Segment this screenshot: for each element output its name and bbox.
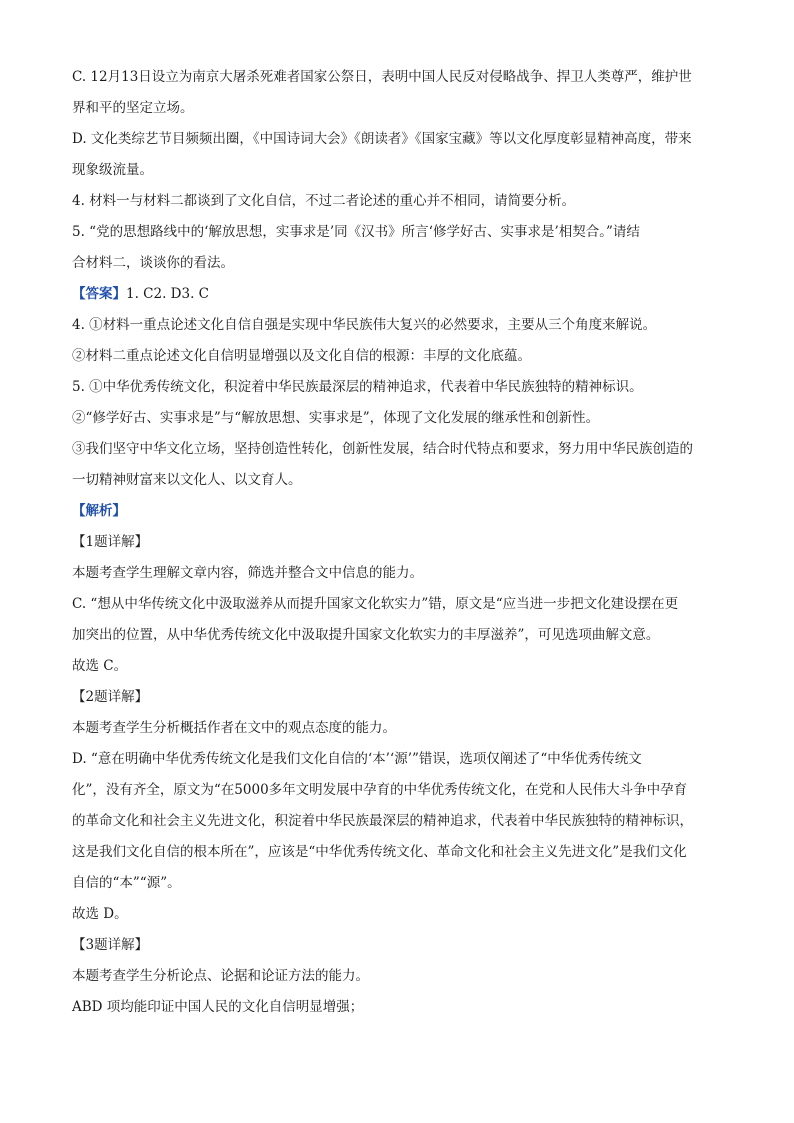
text-line: 故选 D。 <box>72 906 128 922</box>
text-line: 这是我们文化自信的根本所在”，应该是“中华优秀传统文化、革命文化和社会主义先进文化”是我们文化 <box>72 844 687 860</box>
text-line: 的革命文化和社会主义先进文化，积淀着中华民族最深层的精神追求，代表着中华民族独特的精神标识， <box>72 813 693 829</box>
text-line: 5. ①中华优秀传统文化，积淀着中华民族最深层的精神追求，代表着中华民族独特的精神标识。 <box>72 379 643 395</box>
analysis-heading <box>72 496 732 527</box>
text-line: 本题考查学生分析概括作者在文中的观点态度的能力。 <box>72 720 396 736</box>
answer-text: 1. C2. D3. C <box>126 286 209 302</box>
analysis-tag: 【解析】 <box>72 503 126 519</box>
text-line: 加突出的位置，从中华优秀传统文化中汲取提升国家文化软实力的丰厚滋养”，可见选项曲解文意。 <box>72 627 660 643</box>
text-line: ③我们坚守中华文化立场，坚持创造性转化，创新性发展，结合时代特点和要求，努力用中华民族创造的 <box>72 441 693 457</box>
text-line: ABD 项均能印证中国人民的文化自信明显增强； <box>72 999 364 1015</box>
answer-tag: 【答案】 <box>72 286 126 302</box>
text-line: 本题考查学生理解文章内容，筛选并整合文中信息的能力。 <box>72 565 423 581</box>
text-line: ②“修学好古、实事求是”与“解放思想、实事求是”，体现了文化发展的继承性和创新性。 <box>72 410 600 426</box>
text-line: 5. “党的思想路线中的‘解放思想，实事求是’同《汉书》所言‘修学好古、实事求是’相契合。”请结 <box>72 224 640 240</box>
text-line: C. 12月13日设立为南京大屠杀死难者国家公祭日，表明中国人民反对侵略战争、捍卫人类尊严，维护世 <box>72 69 692 85</box>
text-line: 【2题详解】 <box>72 689 149 705</box>
text-line: 4. ①材料一重点论述文化自信自强是实现中华民族伟大复兴的必然要求，主要从三个角度来解说。 <box>72 317 657 333</box>
text-line: 界和平的坚定立场。 <box>72 100 194 116</box>
text-line: D. “意在明确中华优秀传统文化是我们文化自信的‘本’‘源’”错误，选项仅阐述了“中华优秀传统文 <box>72 751 642 767</box>
text-line: 4. 材料一与材料二都谈到了文化自信，不过二者论述的重心并不相同，请简要分析。 <box>72 193 576 209</box>
text-line: D. 文化类综艺节目频频出圈，《中国诗词大会》《朗读者》《国家宝藏》等以文化厚度彰显精神高度，带来 <box>72 131 692 147</box>
text-line: 合材料二，谈谈你的看法。 <box>72 255 234 271</box>
text-line: 一切精神财富来以文化人、以文育人。 <box>72 472 302 488</box>
text-line: 本题考查学生分析论点、论据和论证方法的能力。 <box>72 968 369 984</box>
text-line: ②材料二重点论述文化自信明显增强以及文化自信的根源：丰厚的文化底蕴。 <box>72 348 531 364</box>
text-line: 【3题详解】 <box>72 937 149 953</box>
text-line: C. “想从中华传统文化中汲取滋养从而提升国家文化软实力”错，原文是“应当进一步把文化建设摆在更 <box>72 596 679 612</box>
document-page <box>72 62 732 1023</box>
text-line: 自信的“本”“源”。 <box>72 875 181 891</box>
text-line: 现象级流量。 <box>72 162 153 178</box>
text-line: 【1题详解】 <box>72 534 149 550</box>
text-line: 化”，没有齐全，原文为“在5000多年文明发展中孕育的中华优秀传统文化，在党和人民伟大斗争中孕育 <box>72 782 688 798</box>
answer-line <box>72 279 732 310</box>
text-line: 故选 C。 <box>72 658 128 674</box>
